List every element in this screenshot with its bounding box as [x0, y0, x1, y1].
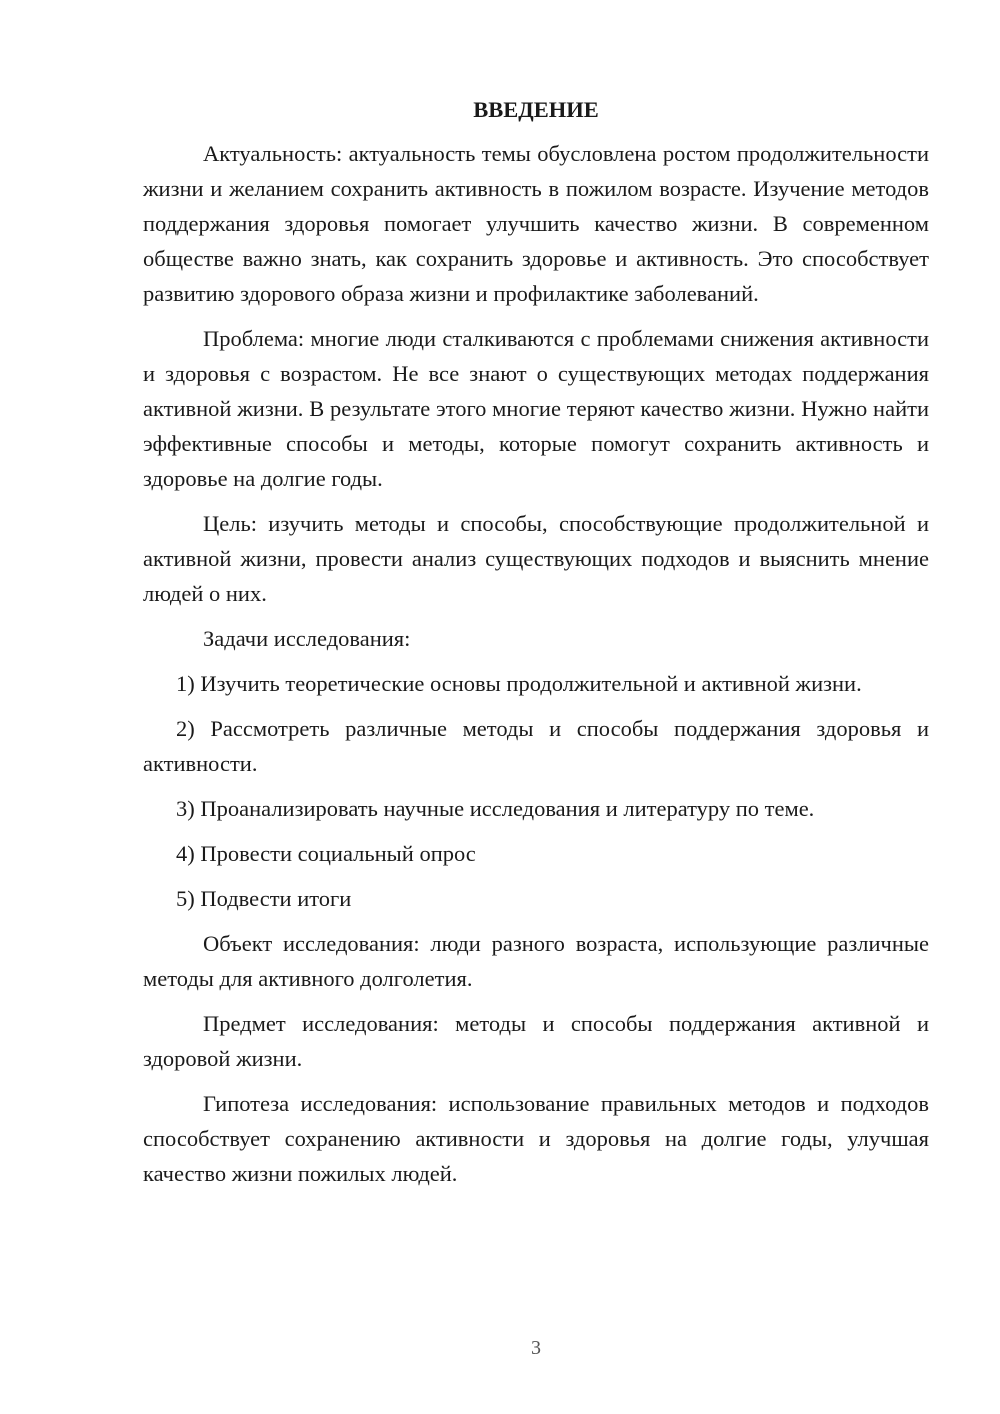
tasks-heading: Задачи исследования:	[203, 626, 411, 651]
task-item-1: 1) Изучить теоретические основы продолжительной и активной жизни.	[176, 671, 862, 696]
paragraph-subject: Предмет исследования: методы и способы поддержания активной и здоровой жизни.	[143, 1011, 929, 1071]
task-item-4: 4) Провести социальный опрос	[176, 841, 476, 866]
paragraph-relevance: Актуальность: актуальность темы обусловлена ростом продолжительности жизни и желанием сохранить активность в пожилом возрасте. Изучение методов поддержания здоровья помогает улучшить качество жизни. В современном обществе важно знать, как сохранить здоровье и активность. Это способствует развитию здорового образа жизни и профилактике заболеваний.	[143, 141, 929, 306]
task-item-5: 5) Подвести итоги	[176, 886, 352, 911]
page-title: ВВЕДЕНИЕ	[473, 97, 599, 122]
task-item-3: 3) Проанализировать научные исследования и литературу по теме.	[176, 796, 815, 821]
task-item-2: 2) Рассмотреть различные методы и способы поддержания здоровья и активности.	[143, 716, 929, 776]
paragraph-goal: Цель: изучить методы и способы, способствующие продолжительной и активной жизни, провести анализ существующих подходов и выяснить мнение людей о них.	[143, 511, 929, 606]
page-number: 3	[531, 1337, 541, 1359]
paragraph-object: Объект исследования: люди разного возраста, использующие различные методы для активного долголетия.	[143, 931, 929, 991]
paragraph-problem: Проблема: многие люди сталкиваются с проблемами снижения активности и здоровья с возрастом. Не все знают о существующих методах поддержания активной жизни. В результате этого многие теряют качество жизни. Нужно найти эффективные способы и методы, которые помогут сохранить активность и здоровье на долгие годы.	[143, 326, 929, 491]
page-content	[143, 94, 929, 1201]
paragraph-hypothesis: Гипотеза исследования: использование правильных методов и подходов способствует сохранению активности и здоровья на долгие годы, улучшая качество жизни пожилых людей.	[143, 1091, 929, 1186]
